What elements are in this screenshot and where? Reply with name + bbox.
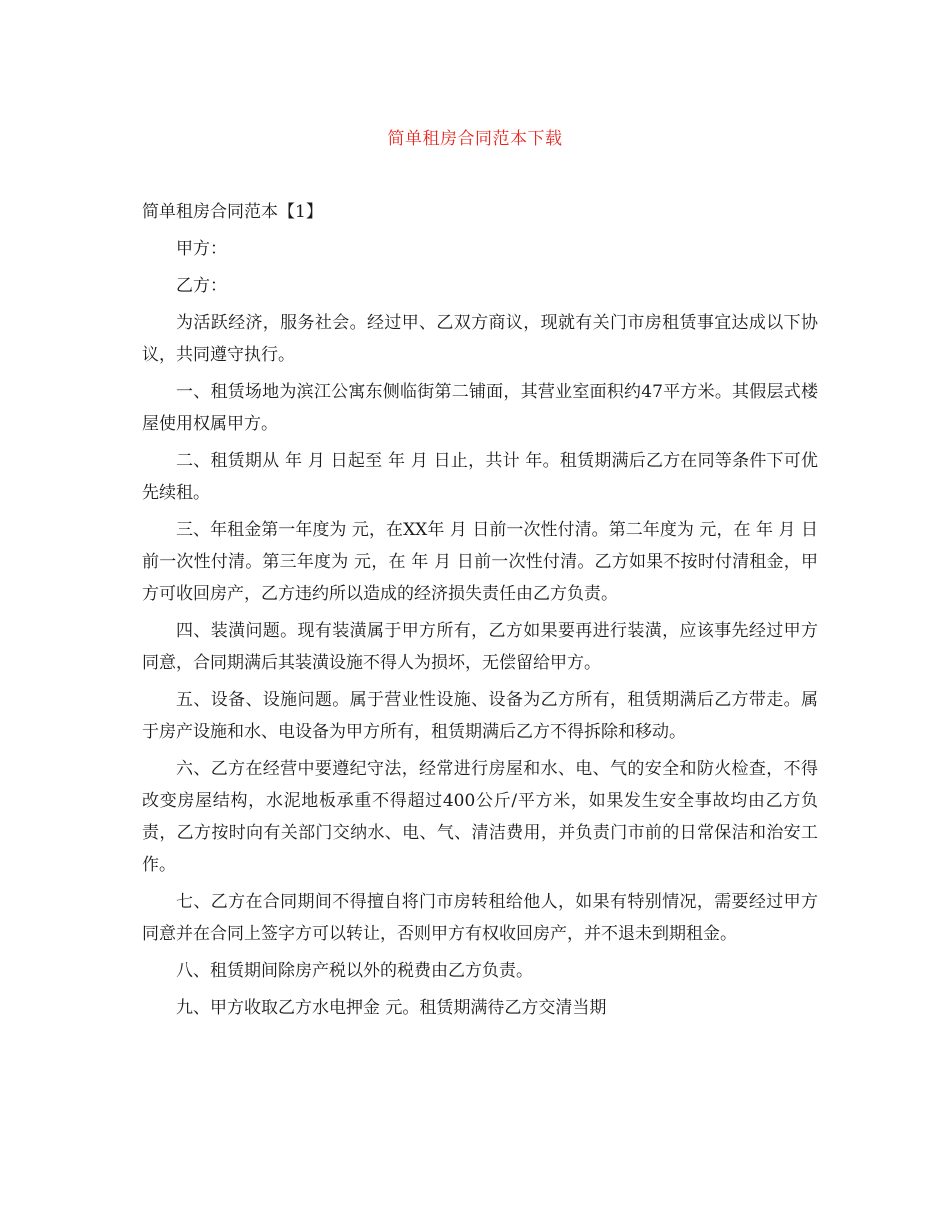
clause-6: 六、乙方在经营中要遵纪守法，经常进行房屋和水、电、气的安全和防火检查，不得改变房屋结构，水泥地板承重不得超过400公斤/平方米，如果发生安全事故均由乙方负责，乙方按时向有关部门交纳水、电、气、清洁费用，并负责门市前的日常保洁和治安工作。 [142,759,818,875]
clause-7: 七、乙方在合同期间不得擅自将门市房转租给他人，如果有特别情况，需要经过甲方同意并在合同上签字方可以转让，否则甲方有权收回房产，并不退未到期租金。 [142,892,818,944]
clause-4: 四、装潢问题。现有装潢属于甲方所有，乙方如果要再进行装潢，应该事先经过甲方同意，合同期满后其装潢设施不得人为损坏，无偿留给甲方。 [142,621,818,673]
clause-3: 三、年租金第一年度为 元，在XX年 月 日前一次性付清。第二年度为 元，在 年 月 日前一次性付清。第三年度为 元，在 年 月 日前一次性付清。乙方如果不按时付清租金，甲方可收回房产，乙方违约所以造成的经济损失责任由乙方负责。 [142,520,818,604]
clause-2: 二、租赁期从 年 月 日起至 年 月 日止，共计 年。租赁期满后乙方在同等条件下可优先续租。 [142,451,818,503]
preamble-paragraph: 为活跃经济，服务社会。经过甲、乙双方商议，现就有关门市房租赁事宜达成以下协议，共同遵守执行。 [142,313,818,365]
party-a-line: 甲方： [176,239,227,259]
clause-5: 五、设备、设施问题。属于营业性设施、设备为乙方所有，租赁期满后乙方带走。属于房产设施和水、电设备为甲方所有，租赁期满后乙方不得拆除和移动。 [142,690,818,742]
document-title: 简单租房合同范本下载 [387,129,563,149]
clause-1: 一、租赁场地为滨江公寓东侧临街第二铺面，其营业室面积约47平方米。其假层式楼屋使用权属甲方。 [142,382,818,434]
party-b-line: 乙方： [176,276,227,296]
clause-9: 九、甲方收取乙方水电押金 元。租赁期满待乙方交清当期 [176,998,607,1018]
document-body [142,196,818,1024]
section-heading: 简单租房合同范本【1】 [142,202,323,222]
clause-8: 八、租赁期间除房产税以外的税费由乙方负责。 [176,961,533,981]
